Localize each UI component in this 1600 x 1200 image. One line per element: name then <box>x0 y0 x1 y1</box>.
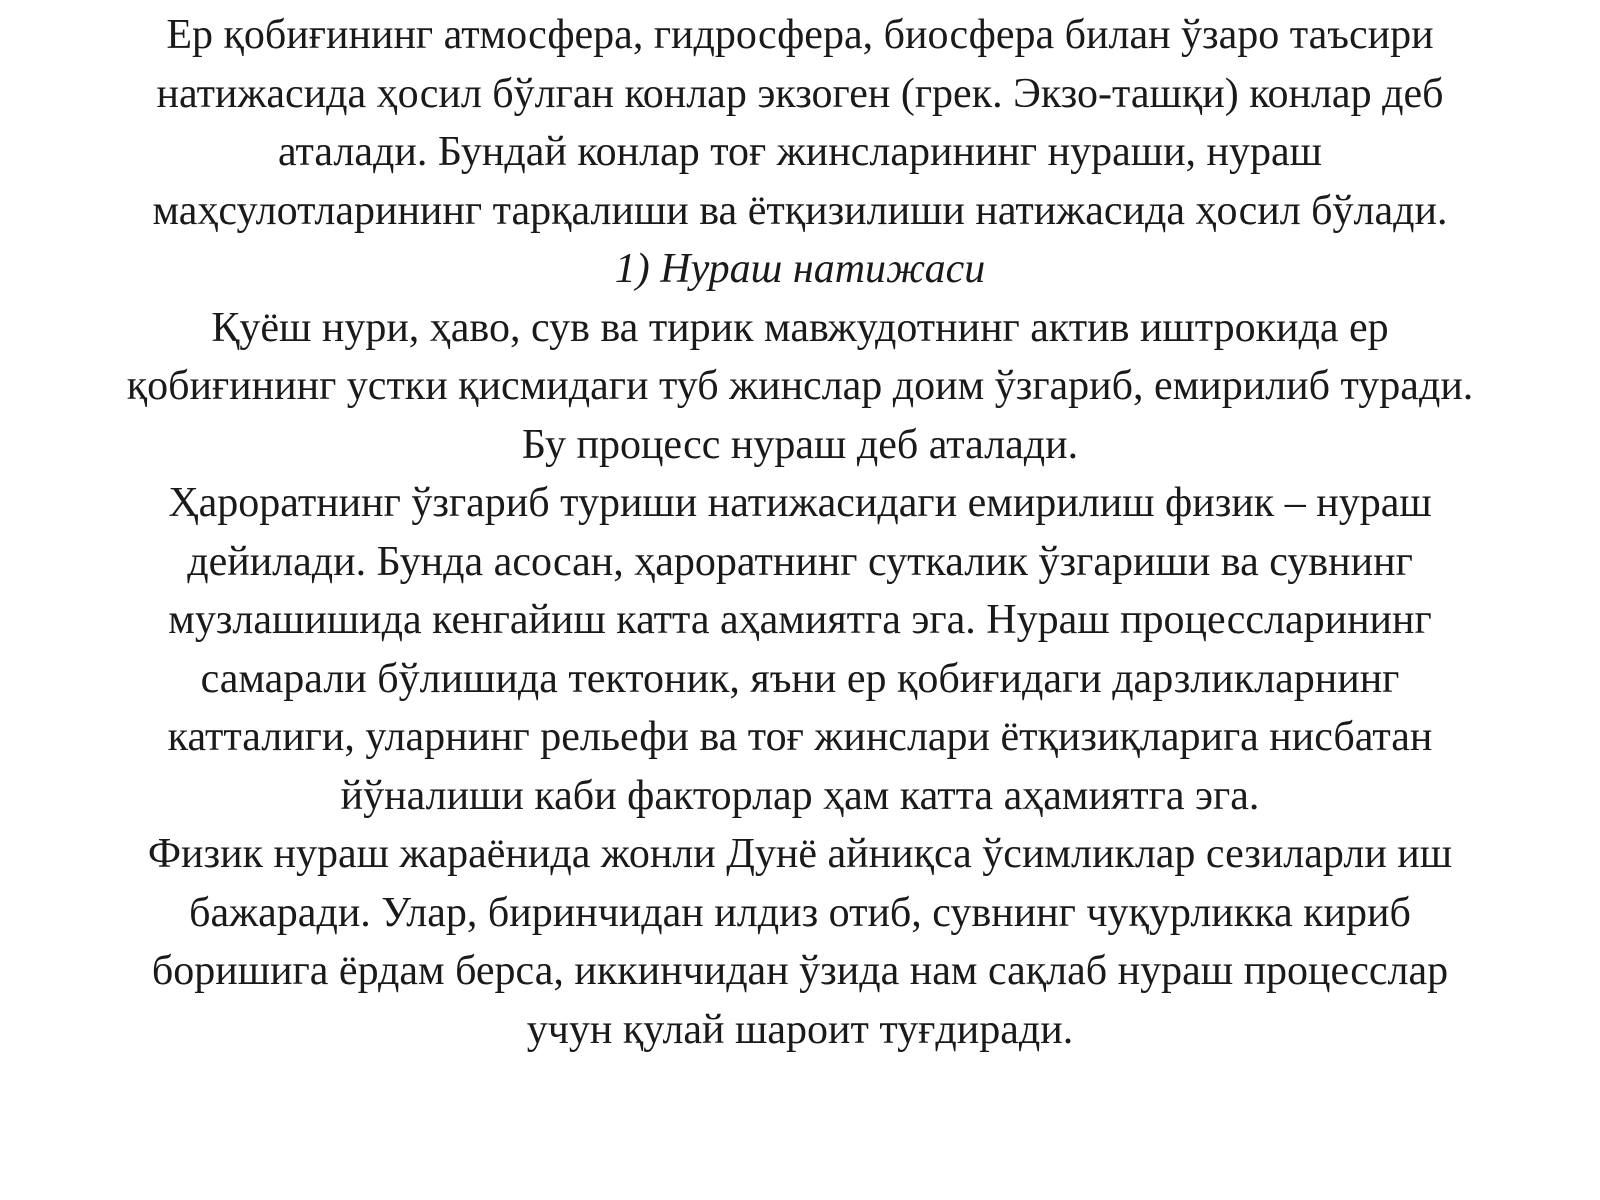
paragraph-plants <box>0 825 1600 1059</box>
text-line: маҳсулотларининг тарқалиши ва ётқизилиши натижасида ҳосил бўлади. <box>152 187 1448 234</box>
text-line: Бу процесс нураш деб аталади. <box>521 421 1079 468</box>
text-line: дейилади. Бунда асосан, ҳароратнинг суткалик ўзгариши ва сувнинг <box>187 538 1413 585</box>
text-line: боришига ёрдам берса, иккинчидан ўзида нам сақлаб нураш процесслар <box>151 948 1449 994</box>
text-line: Физик нураш жараёнида жонли Дунё айниқса ўсимликлар сезиларли иш <box>147 831 1453 877</box>
paragraph-definition <box>0 299 1600 475</box>
text-line: Қуёш нури, ҳаво, сув ва тирик мавжудотнинг актив иштрокида ер <box>211 304 1389 351</box>
paragraph-intro <box>0 6 1600 240</box>
text-line: катталиги, уларнинг рельефи ва тоғ жинслари ётқизиқларига нисбатан <box>167 714 1433 760</box>
section-heading: 1) Нураш натижаси <box>614 246 986 292</box>
text-line: Ҳароратнинг ўзгариб туриши натижасидаги емирилиш физик – нураш <box>168 480 1432 526</box>
text-line: аталади. Бундай конлар тоғ жинсларининг нураши, нураш <box>277 129 1323 175</box>
document-page <box>0 6 1600 1059</box>
text-line: йўналиши каби факторлар ҳам катта аҳамиятга эга. <box>340 772 1260 819</box>
text-line: Ер қобиғининг атмосфера, гидросфера, биосфера билан ўзаро таъсири <box>166 12 1434 58</box>
text-line: натижасида ҳосил бўлган конлар экзоген (грек. Экзо-ташқи) конлар деб <box>156 70 1444 117</box>
text-line: учун қулай шароит туғдиради. <box>526 1006 1074 1053</box>
paragraph-physical-weathering <box>0 474 1600 825</box>
text-line: бажаради. Улар, биринчидан илдиз отиб, сувнинг чуқурликка кириб <box>189 889 1411 936</box>
text-line: самарали бўлишида тектоник, яъни ер қобиғидаги дарзликларнинг <box>200 655 1400 702</box>
text-line: музлашишида кенгайиш катта аҳамиятга эга. Нураш процессларининг <box>168 597 1432 643</box>
text-line: қобиғининг устки қисмидаги туб жинслар доим ўзгариб, емирилиб туради. <box>126 363 1474 409</box>
